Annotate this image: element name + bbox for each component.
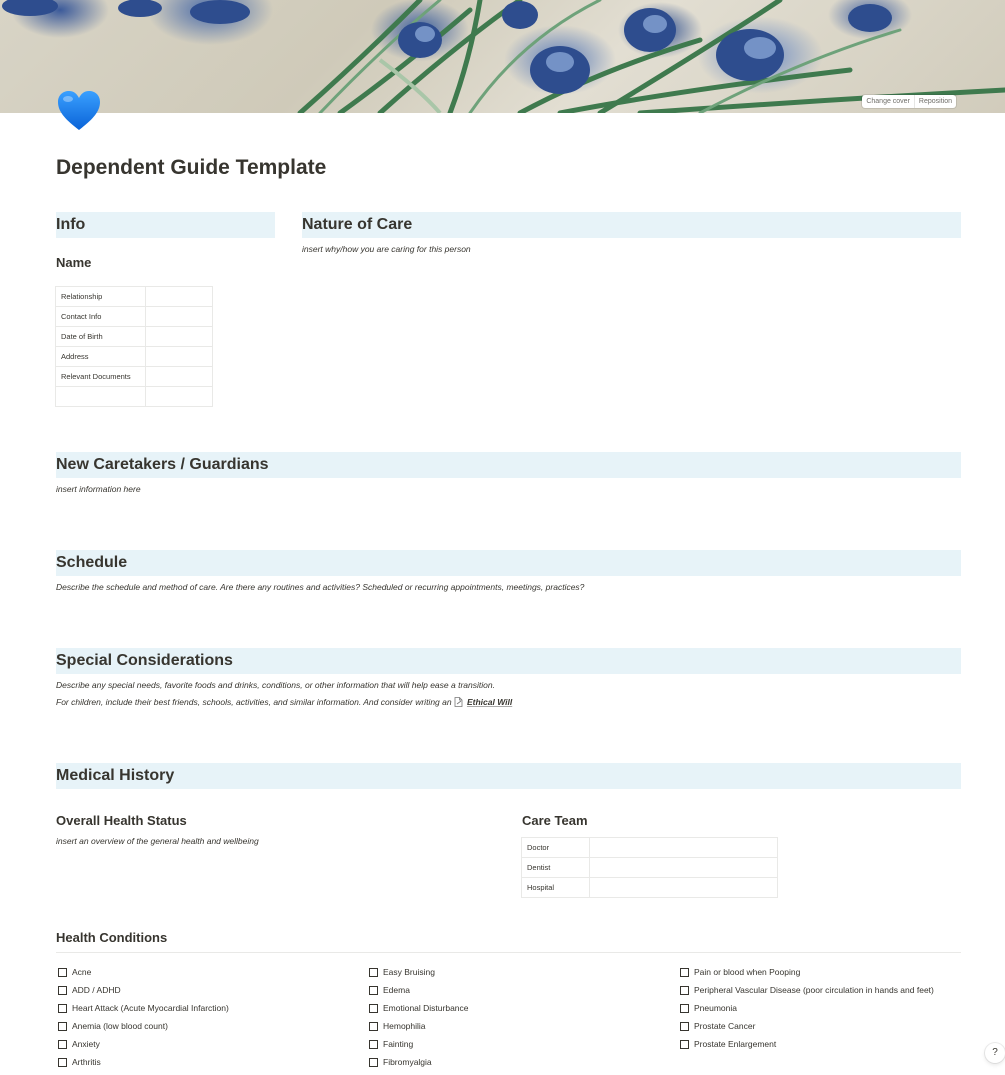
overall-health-heading[interactable]: Overall Health Status — [56, 813, 187, 828]
list-item — [58, 1039, 348, 1050]
conditions-column-2 — [369, 967, 659, 1075]
care-team-heading[interactable]: Care Team — [522, 813, 588, 828]
list-item — [58, 967, 348, 978]
condition-label: Fibromyalgia — [383, 1057, 432, 1067]
table-row — [56, 287, 213, 307]
page-title[interactable]: Dependent Guide Template — [56, 156, 327, 179]
condition-label: ADD / ADHD — [72, 985, 121, 995]
table-cell-value[interactable] — [146, 367, 213, 387]
list-item — [680, 967, 950, 978]
checkbox[interactable] — [58, 1022, 67, 1031]
table-cell-value[interactable] — [146, 307, 213, 327]
checkbox[interactable] — [369, 1040, 378, 1049]
conditions-column-1 — [58, 967, 348, 1075]
list-item — [58, 1021, 348, 1032]
condition-label: Prostate Enlargement — [694, 1039, 777, 1049]
nature-of-care-band — [302, 212, 961, 238]
table-cell-label[interactable]: Address — [56, 347, 146, 367]
list-item — [369, 1057, 659, 1068]
checkbox[interactable] — [58, 968, 67, 977]
list-item — [369, 967, 659, 978]
ethical-will-label: Ethical Will — [466, 697, 513, 707]
table-row — [56, 347, 213, 367]
condition-label: Prostate Cancer — [694, 1021, 756, 1031]
list-item — [369, 1021, 659, 1032]
checkbox[interactable] — [680, 968, 689, 977]
checkbox[interactable] — [680, 1022, 689, 1031]
table-row — [56, 307, 213, 327]
list-item — [680, 1021, 950, 1032]
conditions-column-3 — [680, 967, 950, 1057]
checkbox[interactable] — [680, 986, 689, 995]
condition-label: Edema — [383, 985, 410, 995]
ethical-will-link[interactable] — [454, 697, 512, 707]
nature-of-care-heading[interactable]: Nature of Care — [302, 216, 413, 233]
health-conditions-heading[interactable]: Health Conditions — [56, 930, 168, 945]
medical-heading[interactable]: Medical History — [56, 767, 175, 784]
help-button[interactable]: ? — [985, 1043, 1005, 1063]
table-row — [56, 387, 213, 407]
overall-health-desc[interactable]: insert an overview of the general health and wellbeing — [56, 836, 259, 846]
table-cell-value[interactable] — [146, 327, 213, 347]
medical-band — [56, 763, 961, 789]
reposition-button[interactable]: Reposition — [914, 95, 956, 108]
condition-label: Acne — [72, 967, 92, 977]
condition-label: Fainting — [383, 1039, 414, 1049]
condition-label: Easy Bruising — [383, 967, 435, 977]
name-heading[interactable]: Name — [56, 255, 92, 270]
table-cell-value[interactable] — [146, 287, 213, 307]
table-cell-value[interactable] — [590, 858, 778, 878]
iris-painting — [0, 0, 1005, 113]
caretakers-band — [56, 452, 961, 478]
table-cell-label[interactable]: Date of Birth — [56, 327, 146, 347]
checkbox[interactable] — [58, 1058, 67, 1067]
list-item — [680, 985, 950, 996]
list-item — [369, 985, 659, 996]
table-cell-label[interactable]: Contact Info — [56, 307, 146, 327]
condition-label: Emotional Disturbance — [383, 1003, 469, 1013]
checkbox[interactable] — [680, 1040, 689, 1049]
checkbox[interactable] — [369, 1058, 378, 1067]
change-cover-button[interactable]: Change cover — [866, 98, 910, 105]
info-heading[interactable]: Info — [56, 216, 86, 233]
list-item — [58, 985, 348, 996]
document-icon — [454, 697, 463, 707]
condition-label: Arthritis — [72, 1057, 101, 1067]
checkbox[interactable] — [369, 1022, 378, 1031]
condition-label: Hemophilia — [383, 1021, 426, 1031]
checkbox[interactable] — [680, 1004, 689, 1013]
special-desc-1[interactable]: Describe any special needs, favorite foods and drinks, conditions, or other information that will help ease a transition. — [56, 680, 495, 690]
info-table — [55, 286, 213, 407]
special-desc-2[interactable] — [56, 697, 512, 707]
table-row — [56, 327, 213, 347]
list-item — [369, 1039, 659, 1050]
condition-label: Pain or blood when Pooping — [694, 967, 801, 977]
page-cover — [0, 0, 1005, 113]
schedule-band — [56, 550, 961, 576]
condition-label: Pneumonia — [694, 1003, 738, 1013]
list-item — [369, 1003, 659, 1014]
caretakers-desc[interactable]: insert information here — [56, 484, 141, 494]
cover-actions — [862, 95, 956, 108]
caretakers-heading[interactable]: New Caretakers / Guardians — [56, 456, 269, 473]
checkbox[interactable] — [369, 986, 378, 995]
schedule-desc[interactable]: Describe the schedule and method of care. Are there any routines and activities? Scheduled or recurring appointments, meetings, practices? — [56, 582, 585, 592]
table-cell-label[interactable]: Relevant Documents — [56, 367, 146, 387]
special-band — [56, 648, 961, 674]
checkbox[interactable] — [58, 1004, 67, 1013]
checkbox[interactable] — [58, 986, 67, 995]
table-cell-label[interactable] — [56, 387, 146, 407]
table-cell-value[interactable] — [590, 838, 778, 858]
checkbox[interactable] — [58, 1040, 67, 1049]
list-item — [680, 1039, 950, 1050]
table-cell-label[interactable]: Dentist — [522, 858, 590, 878]
table-row — [56, 367, 213, 387]
schedule-heading[interactable]: Schedule — [56, 554, 128, 571]
table-cell-value[interactable] — [146, 387, 213, 407]
condition-label: Anemia (low blood count) — [72, 1021, 168, 1031]
condition-label: Heart Attack (Acute Myocardial Infarction) — [72, 1003, 229, 1013]
condition-label: Anxiety — [72, 1039, 100, 1049]
table-cell-label[interactable]: Doctor — [522, 838, 590, 858]
list-item — [680, 1003, 950, 1014]
table-cell-value[interactable] — [146, 347, 213, 367]
list-item — [58, 1003, 348, 1014]
table-row — [522, 878, 778, 898]
info-heading-band — [56, 212, 275, 238]
condition-label: Peripheral Vascular Disease (poor circulation in hands and feet) — [694, 985, 934, 995]
table-row — [522, 858, 778, 878]
table-cell-value[interactable] — [590, 878, 778, 898]
checkbox[interactable] — [369, 1004, 378, 1013]
special-heading[interactable]: Special Considerations — [56, 652, 233, 669]
divider — [56, 952, 961, 953]
blue-heart-icon[interactable] — [56, 88, 102, 134]
table-cell-label[interactable]: Hospital — [522, 878, 590, 898]
nature-of-care-desc[interactable]: insert why/how you are caring for this person — [302, 244, 471, 254]
care-team-table — [521, 837, 778, 898]
table-cell-label[interactable]: Relationship — [56, 287, 146, 307]
list-item — [58, 1057, 348, 1068]
table-row — [522, 838, 778, 858]
special-desc-2-text: For children, include their best friends, schools, activities, and similar information. And consider writing an — [56, 697, 452, 707]
checkbox[interactable] — [369, 968, 378, 977]
